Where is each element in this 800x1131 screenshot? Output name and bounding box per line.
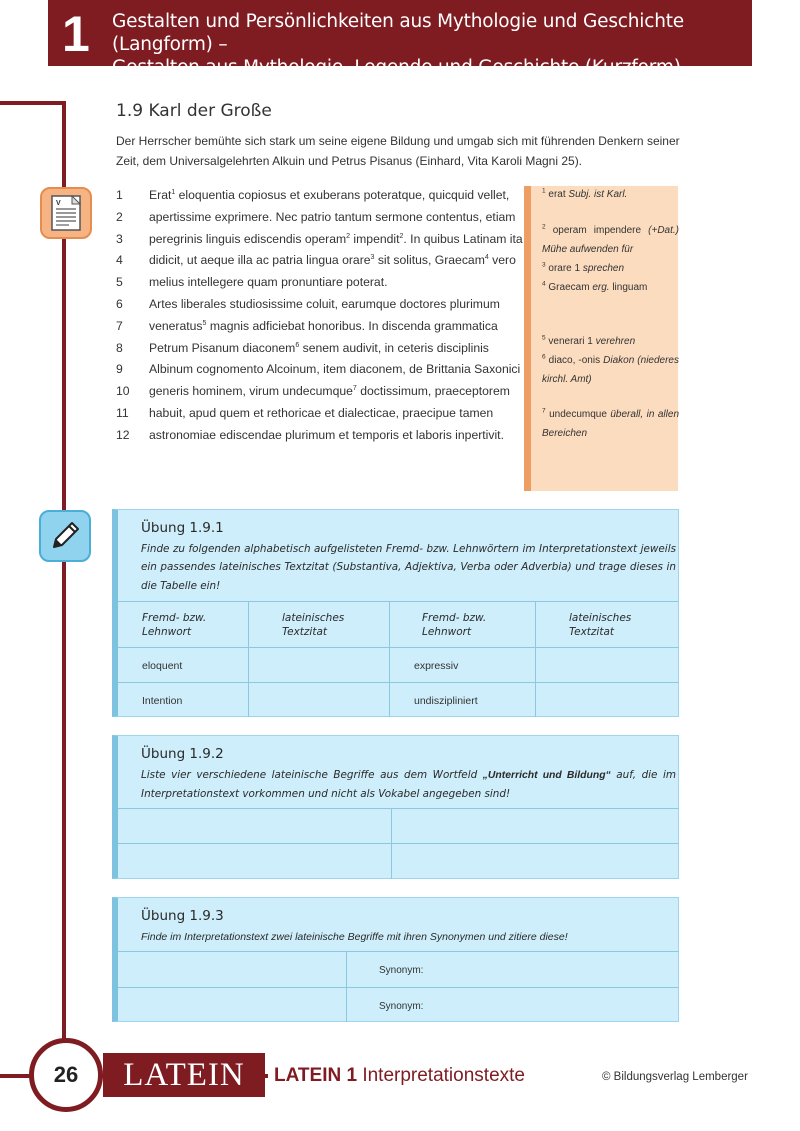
line-number: 5 [116,275,123,290]
table-rule [391,808,392,879]
footnote-marker: 2 [399,232,404,240]
exercise-3-box [112,897,679,1022]
line-text: peregrinis linguis ediscendis operam$^2$ impendit$^2$. In quibus Latinam ita [149,231,523,246]
gloss-entry: $^3$ orare 1 sprechen [542,261,625,274]
line-number: 9 [116,362,123,377]
table-rule [118,987,679,988]
svg-text:V: V [56,200,61,207]
exercise-3-task: Finde im Interpretationstext zwei lateinische Begriffe mit ihren Synonymen und zitiere diese! [141,931,568,943]
column-header-fremdwort: Fremd- bzw. Lehnwort [422,612,487,638]
latin-text [116,185,521,447]
exercise-2-title: Übung 1.9.2 [141,746,224,762]
table-rule [346,951,347,1022]
column-header-fremdwort: Fremd- bzw. Lehnwort [142,612,207,638]
footnote-marker: 4 [484,254,489,262]
footnote-marker: 2 [346,232,351,240]
line-number: 1 [116,188,123,202]
exercise-1-task: Finde zu folgenden alphabetisch aufgelisteten Fremd- bzw. Lehnwörtern im Interpretationstext jeweils ein passendes lateinisches Textzitat (Substantiva, Adjektiva, Verba oder Adverbia) und trage dieses in die Tabelle ein! [141,543,676,592]
table-rule [118,843,679,844]
synonym-label: Synonym: [379,965,424,976]
latin-line [116,185,521,207]
exercise-3-title: Übung 1.9.3 [141,908,224,924]
synonym-label: Synonym: [379,1001,424,1012]
gloss-entry: $^1$ erat Subj. ist Karl. [542,187,628,200]
section-intro: Der Herrscher bemühte sich stark um seine eigene Bildung und umgab sich mit führenden Denkern seiner Zeit, dem Universalgelehrten Alkuin und Petrus Pisanus (Einhard, Vita Karoli Magni 25). [116,134,680,168]
table-rule [248,601,249,717]
gloss-entry: $^6$ diaco, -onis Diakon (niederes kirchl. Amt) [542,353,679,385]
line-number: 3 [116,231,123,246]
chapter-header [48,0,752,78]
latin-line [116,272,521,294]
line-text: Petrum Pisanum diaconem$^6$ senem audivit, in ceteris disciplinis [149,340,489,355]
table-rule [118,951,679,952]
column-header-textzitat: lateinisches Textzitat [569,612,632,638]
table-cell-word: undiszipliniert [414,695,478,707]
table-rule [118,647,679,648]
table-rule [118,601,679,602]
line-text: generis hominem, virum undecumque$^7$ doctissimum, praeceptorem [149,384,510,399]
footnote-marker: 5 [202,319,207,327]
latin-line [116,294,521,316]
line-number: 7 [116,318,123,333]
footnote-marker: 7 [352,385,357,393]
latin-line [116,207,521,229]
gloss-entry: $^2$ operam impendere (+Dat.) Mühe aufwenden für [542,223,679,255]
gloss-entry: $^4$ Graecam erg. linguam [542,280,648,293]
chapter-title-line1: Gestalten und Persönlichkeiten aus Mythologie und Geschichte (Langform) – [112,11,684,55]
latin-line [116,229,521,251]
line-number: 10 [116,384,130,399]
line-number: 6 [116,296,123,311]
line-text: Albinum cognomento Alcoinum, item diaconem, de Brittania Saxonici [149,362,521,377]
chapter-title-line2: Gestalten aus Mythologie, Legende und Geschichte (Kurzform) [112,57,681,78]
table-rule [118,808,679,809]
table-cell-word: expressiv [414,660,459,672]
line-number: 8 [116,340,123,355]
line-text: astronomiae ediscendae plurimum et temporis et laboris inpertivit. [149,427,504,442]
line-text: veneratus$^5$ magnis adficiebat honoribus. In discenda grammatica [149,318,498,333]
pencil-icon [39,510,91,562]
latin-line [116,359,521,381]
latin-line [116,403,521,425]
gloss-entry: $^7$ undecumque überall, in allen Bereichen [542,407,679,439]
spine-top-rule [0,101,66,105]
line-number: 12 [116,427,130,442]
exercise-2-box [112,735,679,879]
table-cell-word: eloquent [142,660,183,672]
chapter-number: 1 [62,6,90,62]
table-cell-word: Intention [142,695,183,707]
latin-line [116,425,521,447]
footnote-marker: 6 [295,341,300,349]
line-text: melius intellegere quam pronuntiare poterat. [149,275,388,290]
line-number: 2 [116,209,123,224]
vocabulary-gloss-box [524,186,678,491]
line-text: Artes liberales studiosissime coluit, earumque doctores plurimum [149,296,500,311]
line-text: apertissime exprimere. Nec patrio tantum sermone contentus, etiam [149,209,516,224]
series-title: LATEIN 1 Interpretationstexte [274,1065,525,1086]
footnote-marker: 3 [370,254,375,262]
latin-line [116,381,521,403]
exercise-2-task: Liste vier verschiedene lateinische Begriffe aus dem Wortfeld „Unterricht und Bildung“ auf, die im Interpretationstext vorkommen und nicht als Vokabel angegeben sind! [141,769,676,801]
line-number: 11 [116,405,129,420]
exercise-1-box [112,509,679,717]
latin-line [116,316,521,338]
document-icon [40,187,92,239]
exercise-1-title: Übung 1.9.1 [141,520,224,536]
footnote-marker: 1 [171,188,176,196]
column-header-textzitat: lateinisches Textzitat [282,612,345,638]
publisher: © Bildungsverlag Lemberger [602,1071,748,1083]
page-number: 26 [29,1038,103,1112]
brand-logo: LATEIN [103,1053,265,1097]
section-title: 1.9 Karl der Große [116,101,272,121]
chapter-title [112,10,742,79]
line-text: Erat$^1$ eloquentia copiosus et exuberans poteratque, quicquid vellet, [149,188,510,202]
line-text: habuit, apud quem et rethoricae et dialecticae, praecipue tamen [149,405,494,420]
latin-line [116,338,521,360]
table-rule [118,682,679,683]
line-text: didicit, ut aeque illa ac patria lingua orare$^3$ sit solitus, Graecam$^4$ vero [149,253,516,268]
latin-line [116,250,521,272]
table-rule [535,601,536,717]
table-rule [389,601,390,717]
spine-vertical-rule [62,101,66,1046]
line-number: 4 [116,253,123,268]
gloss-entry: $^5$ venerari 1 verehren [542,334,636,347]
